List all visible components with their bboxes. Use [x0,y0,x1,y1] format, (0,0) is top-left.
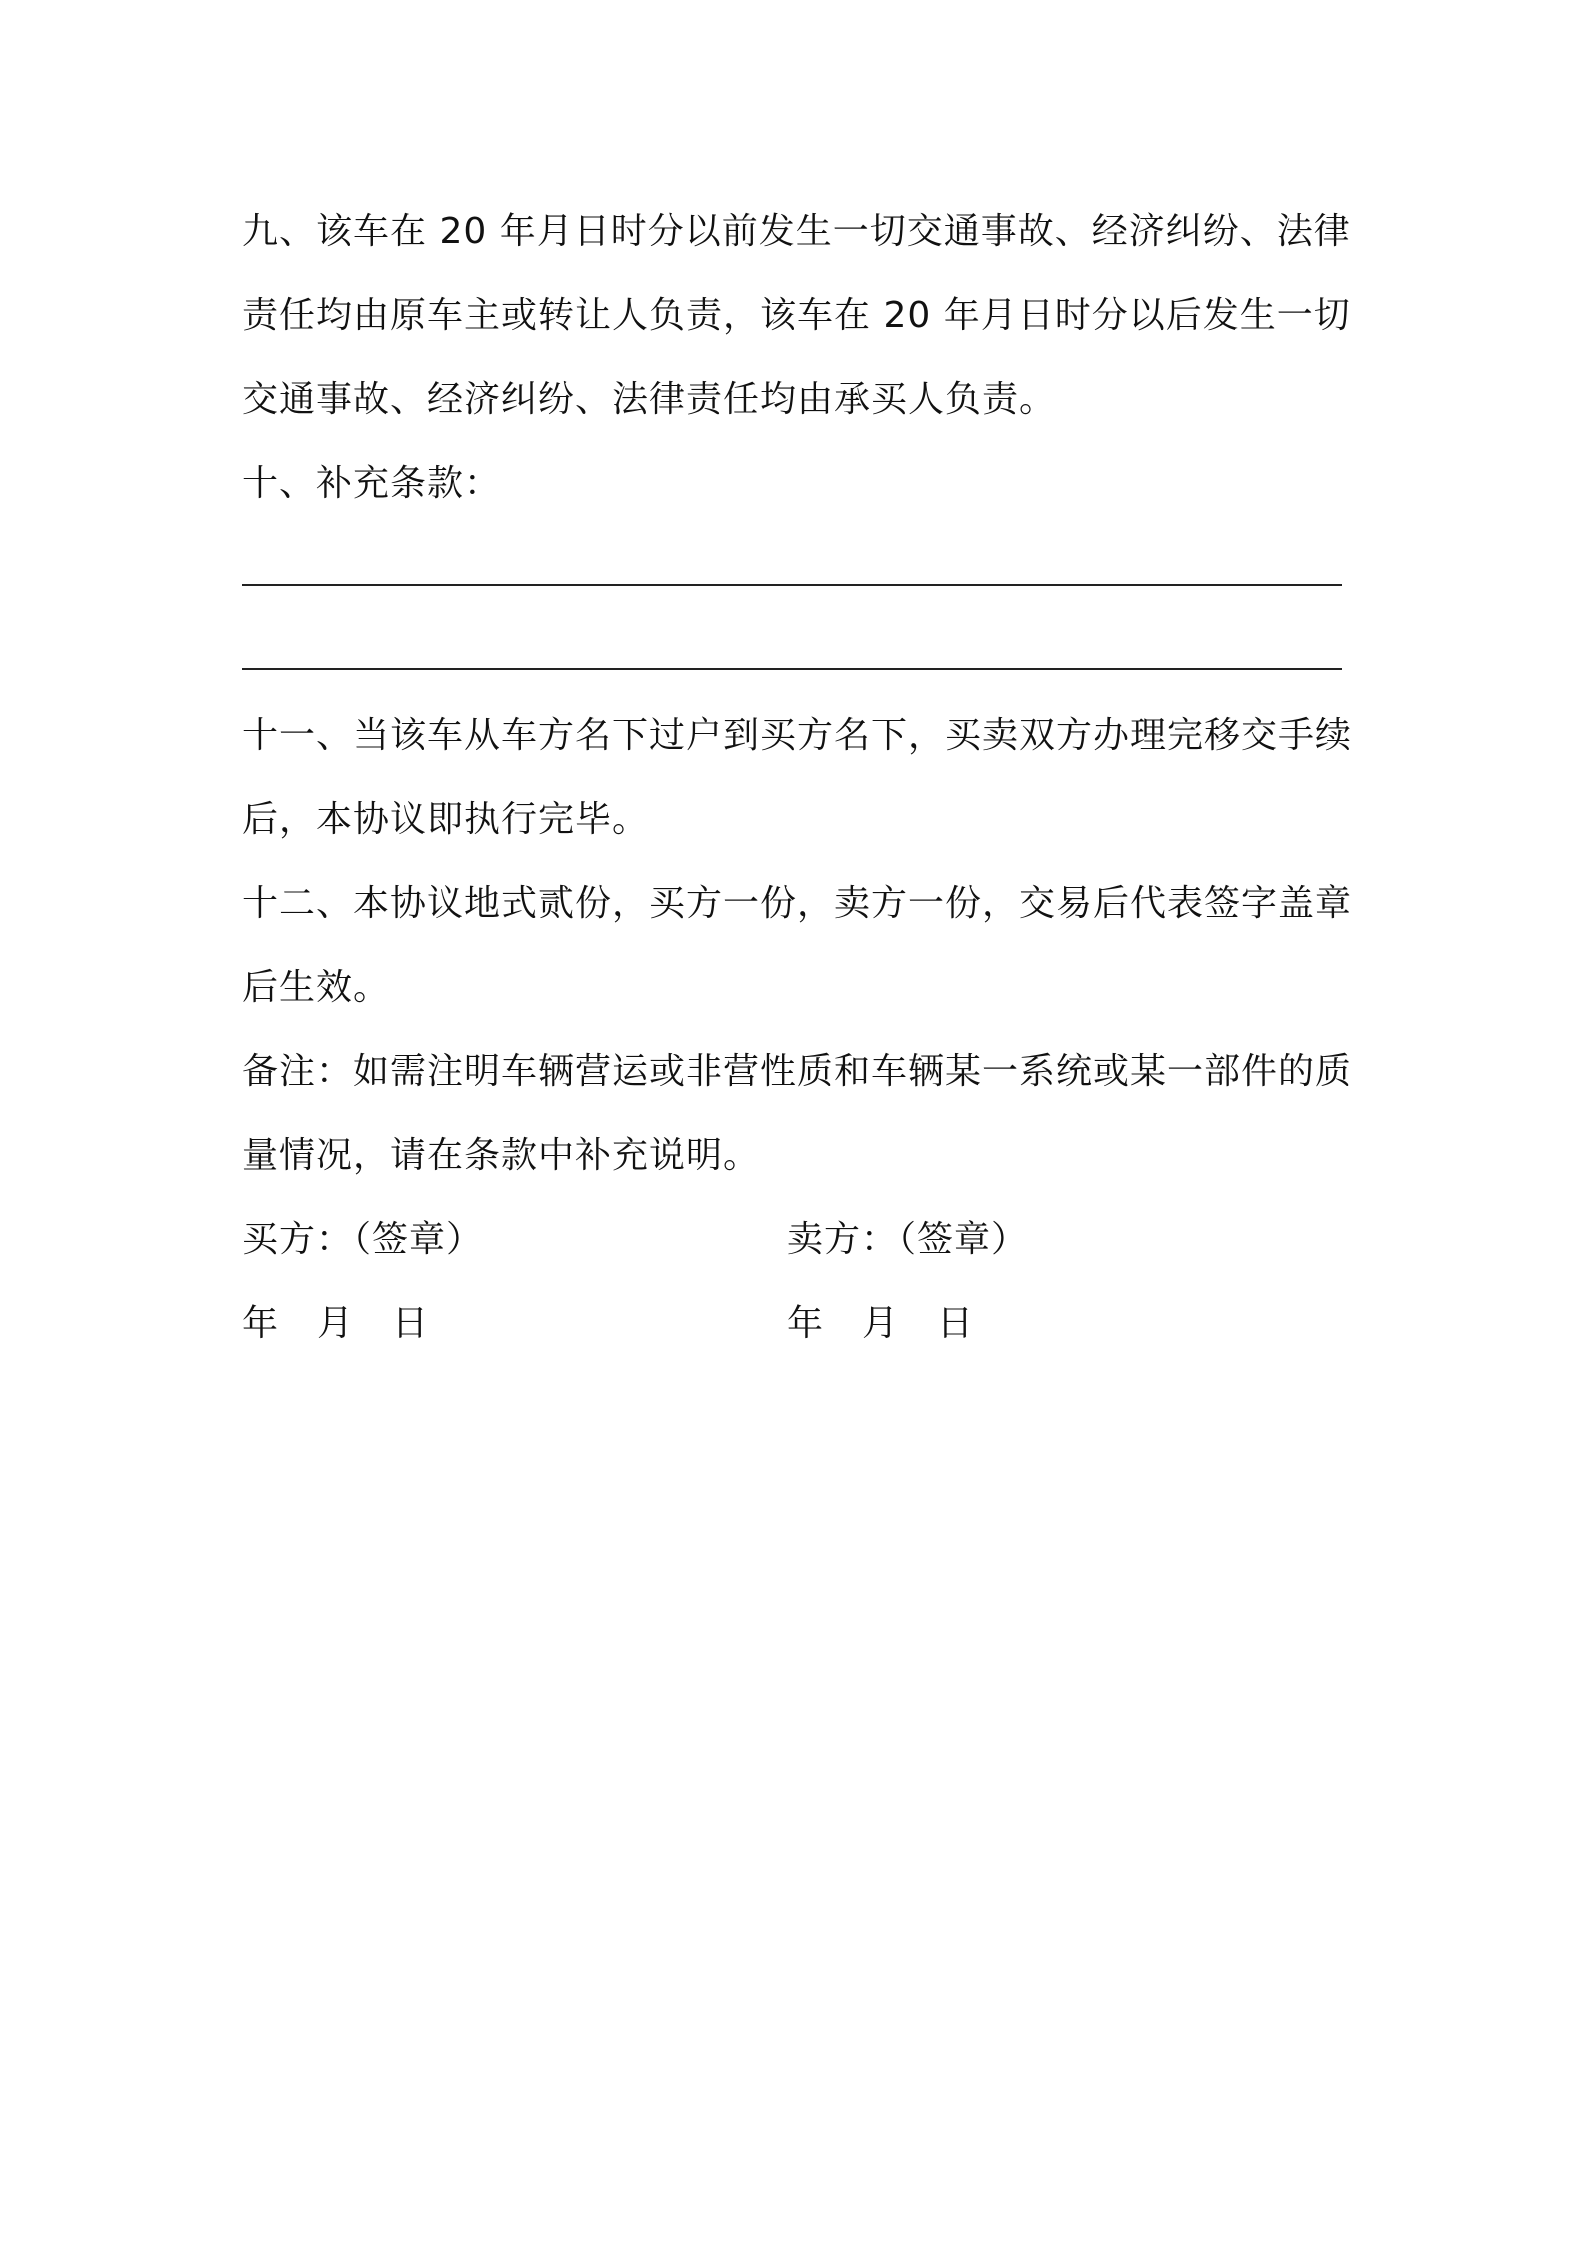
buyer-date-day: 日 [392,1303,430,1344]
blank-underline [242,584,1342,586]
seller-signature-label: 卖方：（签章） [787,1219,1029,1260]
buyer-date [242,1282,787,1366]
seller-date [787,1282,1332,1366]
clause-nine: 九、该车在 20 年月日时分以前发生一切交通事故、经济纠纷、法律责任均由原车主或转让人负责，该车在 20 年月日时分以后发生一切交通事故、经济纠纷、法律责任均由承买人负责。 [242,211,1351,420]
clause-ten-heading: 十、补充条款： [242,463,502,504]
agreement-body [242,190,1362,1366]
buyer-date-year: 年 [242,1303,280,1344]
clause-twelve: 十二、本协议地式贰份，买方一份，卖方一份，交易后代表签字盖章后生效。 [242,883,1353,1008]
seller-date-month: 月 [862,1303,900,1344]
seller-date-day: 日 [937,1303,975,1344]
blank-underline [242,668,1342,670]
clause-eleven: 十一、当该车从车方名下过户到买方名下，买卖双方办理完移交手续后，本协议即执行完毕。 [242,715,1353,840]
buyer-signature-label: 买方：（签章） [242,1219,484,1260]
note: 备注：如需注明车辆营运或非营性质和车辆某一系统或某一部件的质量情况，请在条款中补充说明。 [242,1051,1353,1176]
signature-row [242,1198,1362,1282]
supplementary-blank-line-2 [242,610,1362,694]
seller-date-year: 年 [787,1303,825,1344]
supplementary-blank-line-1 [242,526,1362,610]
buyer-date-month: 月 [317,1303,355,1344]
date-row [242,1282,1362,1366]
